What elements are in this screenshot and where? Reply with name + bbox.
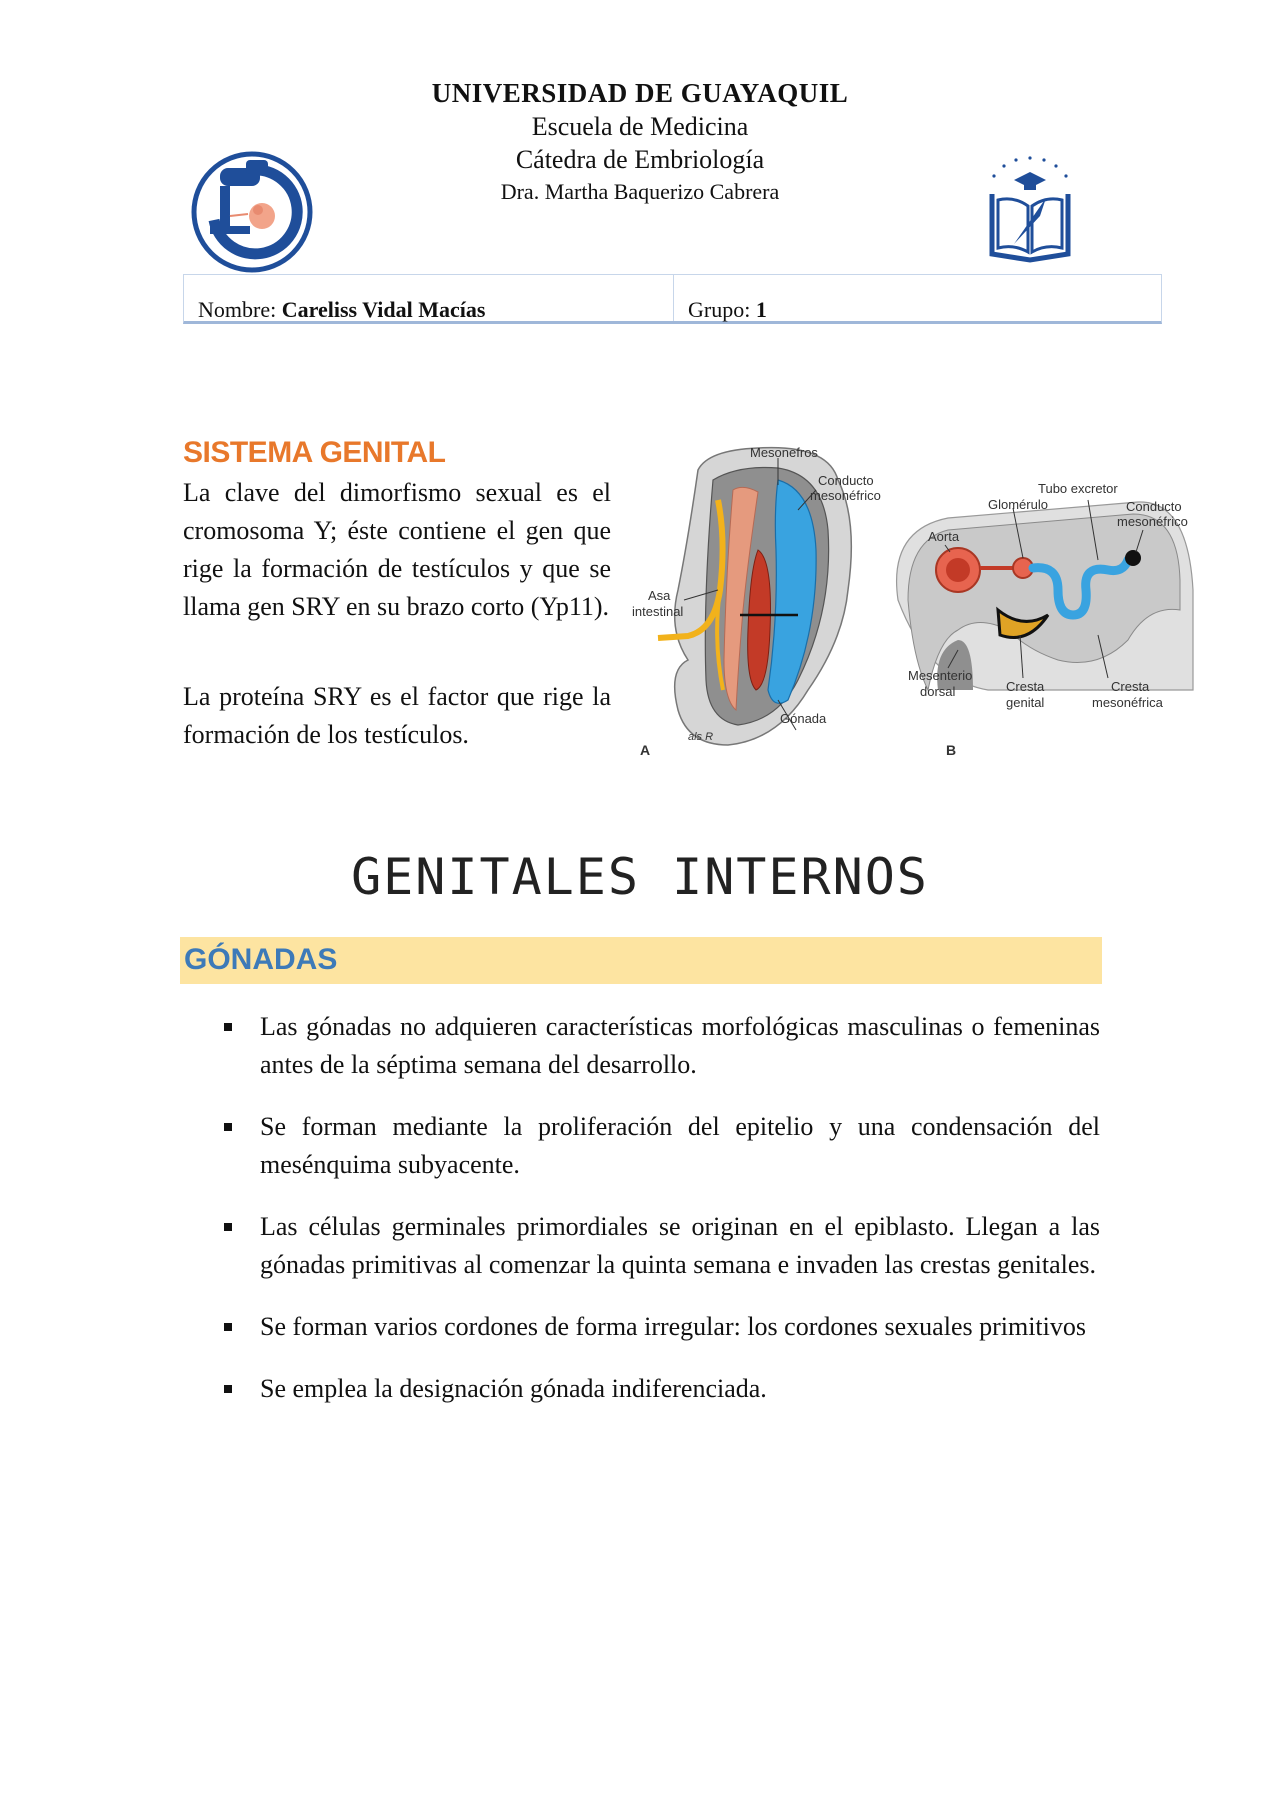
list-item-text: Las gónadas no adquieren características morfológicas masculinas o femeninas antes de la séptima semana del desarrollo. (260, 1012, 1100, 1079)
genital-ridge-figure (628, 440, 1200, 762)
department-name: Cátedra de Embriología (515, 145, 765, 174)
label-conducto-b-1: Conducto (1126, 499, 1182, 514)
name-value: Careliss Vidal Macías (281, 297, 486, 322)
square-bullet-icon (224, 1323, 232, 1331)
list-item-text: Se forman varios cordones de forma irregular: los cordones sexuales primitivos (260, 1312, 1086, 1341)
group-label: Grupo: (688, 297, 751, 322)
label-cresta-genital-2: genital (1006, 695, 1045, 710)
label-conducto-a-1: Conducto (818, 473, 874, 488)
student-info-table (183, 274, 1162, 324)
list-item (222, 1008, 1100, 1084)
section-band-gonadas (180, 937, 1102, 984)
label-panel-b: B (946, 742, 957, 758)
list-item (222, 1208, 1100, 1284)
label-gonada: Gónada (780, 711, 827, 726)
doctor-name: Dra. Martha Baquerizo Cabrera (500, 179, 780, 204)
label-signature: als R (688, 731, 714, 743)
label-mesonefros: Mesonefros (750, 445, 818, 460)
square-bullet-icon (224, 1123, 232, 1131)
faculty-logo (980, 148, 1080, 264)
main-title: GENITALES INTERNOS (351, 848, 929, 906)
label-conducto-b-2: mesonéfrico (1117, 514, 1188, 529)
list-item (222, 1370, 1100, 1408)
list-item-text: Se emplea la designación gónada indiferenciada. (260, 1374, 767, 1403)
label-mesenterio-2: dorsal (920, 684, 956, 699)
label-glomerulo: Glomérulo (988, 497, 1048, 512)
label-aorta: Aorta (928, 529, 960, 544)
list-item (222, 1108, 1100, 1184)
list-item (222, 1308, 1100, 1346)
square-bullet-icon (224, 1023, 232, 1031)
school-name: Escuela de Medicina (531, 112, 749, 141)
student-group-cell (674, 275, 1161, 321)
list-item-text: Las células germinales primordiales se originan en el epiblasto. Llegan a las gónadas primitivas al comenzar la quinta semana e invaden las crestas genitales. (260, 1212, 1100, 1279)
paragraph-sry-protein: La proteína SRY es el factor que rige la formación de los testículos. (183, 682, 611, 749)
square-bullet-icon (224, 1223, 232, 1231)
label-tubo-excretor: Tubo excretor (1038, 481, 1118, 496)
label-panel-a: A (640, 742, 651, 758)
square-bullet-icon (224, 1385, 232, 1393)
label-mesenterio-1: Mesenterio (908, 668, 973, 683)
label-cresta-mesonefrica-1: Cresta (1111, 679, 1150, 694)
group-value: 1 (755, 297, 767, 322)
section-title-sistema-genital: SISTEMA GENITAL (183, 436, 446, 469)
embryology-logo (190, 150, 314, 274)
list-item-text: Se forman mediante la proliferación del epitelio y una condensación del mesénquima subyacente. (260, 1112, 1100, 1179)
gonadas-bullet-list (222, 1008, 1100, 1432)
university-name: UNIVERSIDAD DE GUAYAQUIL (431, 78, 849, 108)
name-label: Nombre: (198, 297, 277, 322)
label-asa-1: Asa (648, 588, 671, 603)
student-name-cell (184, 275, 674, 321)
label-conducto-a-2: mesonéfrico (810, 488, 881, 503)
label-cresta-mesonefrica-2: mesonéfrica (1092, 695, 1163, 710)
label-asa-2: intestinal (632, 604, 684, 619)
paragraph-sry-gene: La clave del dimorfismo sexual es el cromosoma Y; éste contiene el gen que rige la formación de testículos y que se llama gen SRY en su brazo corto (Yp11). (183, 478, 611, 621)
section-title-gonadas: GÓNADAS (184, 943, 338, 976)
label-cresta-genital-1: Cresta (1006, 679, 1045, 694)
